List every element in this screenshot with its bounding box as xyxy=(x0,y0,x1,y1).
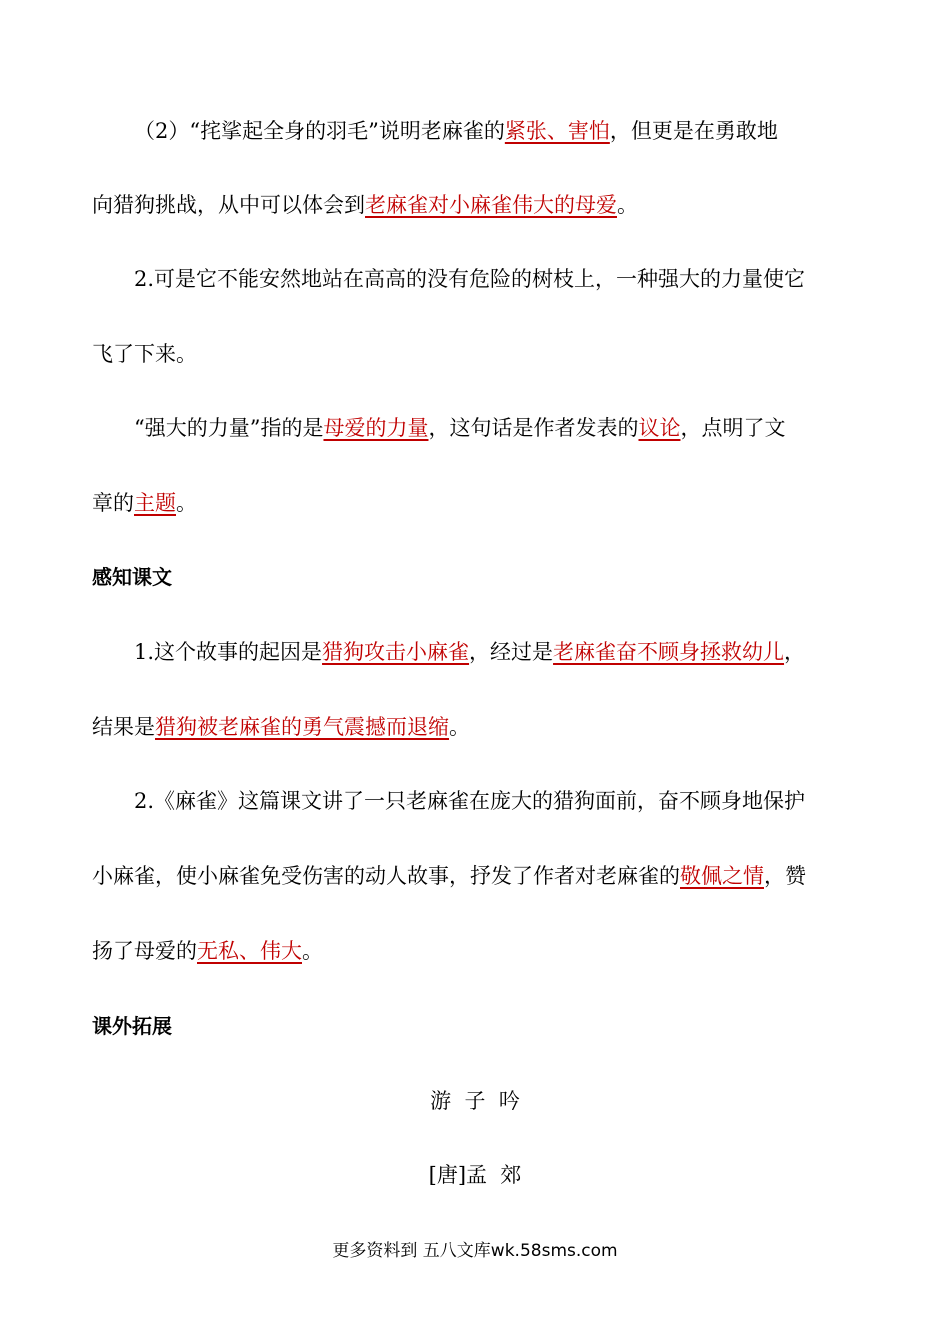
paragraph-line xyxy=(134,413,904,443)
paragraph-line xyxy=(92,861,862,891)
paragraph-line xyxy=(134,786,904,816)
text-segment: （2）“挓挲起全身的羽毛”说明老麻雀的 xyxy=(134,119,505,143)
text-segment: 。 xyxy=(617,193,638,217)
text-segment: ，点明了文 xyxy=(680,416,786,440)
text-segment: 1.这个故事的起因是 xyxy=(134,640,323,664)
answer-text: 紧张、害怕 xyxy=(504,119,610,143)
text-segment: 2.可是它不能安然地站在高高的没有危险的树枝上，一种强大的力量使它 xyxy=(134,267,806,291)
paragraph-line xyxy=(134,637,904,667)
paragraph-line xyxy=(92,712,862,742)
section-heading: 课外拓展 xyxy=(92,1014,172,1038)
paragraph-line xyxy=(92,488,862,518)
poem-author: [唐]孟 郊 xyxy=(428,1163,522,1187)
text-segment: 飞了下来。 xyxy=(92,342,197,366)
answer-text: 母爱的力量 xyxy=(323,416,429,440)
text-segment: ，赞 xyxy=(764,864,806,888)
answer-text: 主题 xyxy=(134,491,176,515)
paragraph-line xyxy=(134,116,904,146)
text-segment: 小麻雀，使小麻雀免受伤害的动人故事，抒发了作者对老麻雀的 xyxy=(92,864,680,888)
answer-text: 无私、伟大 xyxy=(197,939,302,963)
text-segment: ，这句话是作者发表的 xyxy=(428,416,639,440)
answer-text: 议论 xyxy=(638,416,681,440)
answer-text: 猎狗被老麻雀的勇气震撼而退缩 xyxy=(155,715,449,739)
text-segment: “强大的力量”指的是 xyxy=(134,416,324,440)
text-segment: 。 xyxy=(449,715,470,739)
text-segment: 章的 xyxy=(92,491,134,515)
text-segment: 2.《麻雀》这篇课文讲了一只老麻雀在庞大的猎狗面前，奋不顾身地保护 xyxy=(134,789,806,813)
paragraph-line xyxy=(92,190,862,220)
text-segment: ， xyxy=(784,640,806,664)
text-segment: 。 xyxy=(176,491,197,515)
text-segment: 扬了母爱的 xyxy=(92,939,197,963)
paragraph-line xyxy=(134,264,904,294)
text-segment: 结果是 xyxy=(92,715,155,739)
answer-text: 猎狗攻击小麻雀 xyxy=(322,640,470,664)
poem-title: 游 子 吟 xyxy=(430,1089,520,1113)
answer-text: 老麻雀对小麻雀伟大的母爱 xyxy=(365,193,617,217)
text-segment: 向猎狗挑战，从中可以体会到 xyxy=(92,193,365,217)
section-heading: 感知课文 xyxy=(92,565,172,589)
text-segment: ，经过是 xyxy=(469,640,554,664)
answer-text: 敬佩之情 xyxy=(680,864,764,888)
footer-link-text: 更多资料到 五八文库wk.58sms.com xyxy=(332,1241,618,1261)
text-segment: 。 xyxy=(302,939,323,963)
paragraph-line xyxy=(92,339,862,369)
text-segment: ，但更是在勇敢地 xyxy=(609,119,778,143)
paragraph-line xyxy=(92,936,862,966)
answer-text: 老麻雀奋不顾身拯救幼儿 xyxy=(553,640,785,664)
